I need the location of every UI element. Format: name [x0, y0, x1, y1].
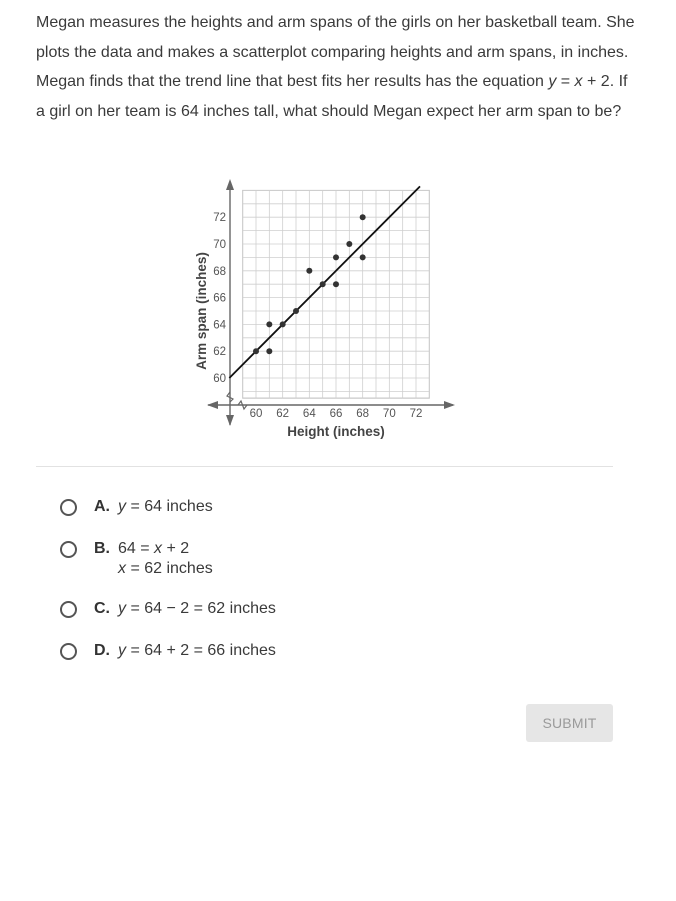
choice-text: y = 64 + 2 = 66 inches	[118, 642, 276, 659]
y-tick-label: 68	[213, 265, 226, 278]
submit-button[interactable]: SUBMIT	[526, 704, 613, 742]
divider	[36, 466, 613, 467]
x-tick-label: 66	[329, 408, 343, 420]
data-point	[306, 268, 312, 274]
choice-letter: D.	[94, 642, 110, 659]
data-point	[280, 321, 286, 327]
y-tick-label: 72	[213, 212, 226, 225]
x-axis-arrow-right	[444, 401, 455, 409]
choice-text-line2: x = 62 inches	[118, 560, 213, 577]
question-text: Megan measures the heights and arm spans of the girls on her basketball team. She plots the data and makes a scatterplot comparing heights and arm spans, in inches. Megan finds that the trend line that best fits her results has the equation y = x + 2. If a girl on her team is 64 inches tall, what should Megan expect her arm span to be?	[36, 14, 635, 120]
x-tick-label: 72	[409, 408, 423, 420]
y-axis-label: Arm span (inches)	[194, 252, 209, 370]
radio-button[interactable]	[60, 601, 77, 618]
data-point	[293, 308, 299, 314]
y-tick-label: 70	[213, 239, 226, 251]
scatterplot	[180, 170, 470, 445]
x-tick-label: 64	[302, 408, 316, 420]
radio-button[interactable]	[60, 643, 77, 660]
data-point	[333, 254, 339, 260]
radio-button[interactable]	[60, 499, 77, 516]
data-point	[333, 281, 339, 287]
choice-text: y = 64 − 2 = 62 inches	[118, 600, 276, 617]
choice-letter: C.	[94, 600, 110, 617]
y-axis-arrow-down	[226, 415, 234, 426]
x-tick-label: 60	[249, 408, 263, 420]
x-axis-label: Height (inches)	[287, 424, 385, 439]
data-point	[320, 281, 326, 287]
y-tick-label: 62	[213, 346, 226, 359]
y-tick-label: 64	[213, 319, 226, 332]
data-point	[346, 241, 352, 247]
choice-letter: A.	[94, 498, 110, 515]
data-point	[360, 214, 366, 220]
x-tick-label: 68	[356, 408, 370, 420]
choice-text: y = 64 inches	[118, 498, 213, 515]
choice-text: 64 = x + 2	[118, 540, 190, 557]
radio-button[interactable]	[60, 541, 77, 558]
data-point	[360, 254, 366, 260]
y-tick-label: 60	[213, 373, 226, 385]
data-point	[266, 348, 272, 354]
choice-letter: B.	[94, 540, 110, 557]
data-point	[266, 321, 272, 327]
y-tick-label: 66	[213, 292, 226, 305]
x-axis-arrow-left	[207, 401, 218, 409]
x-tick-label: 70	[382, 408, 396, 420]
x-tick-label: 62	[276, 408, 290, 420]
data-point	[253, 348, 259, 354]
y-axis-arrow-up	[226, 179, 234, 190]
